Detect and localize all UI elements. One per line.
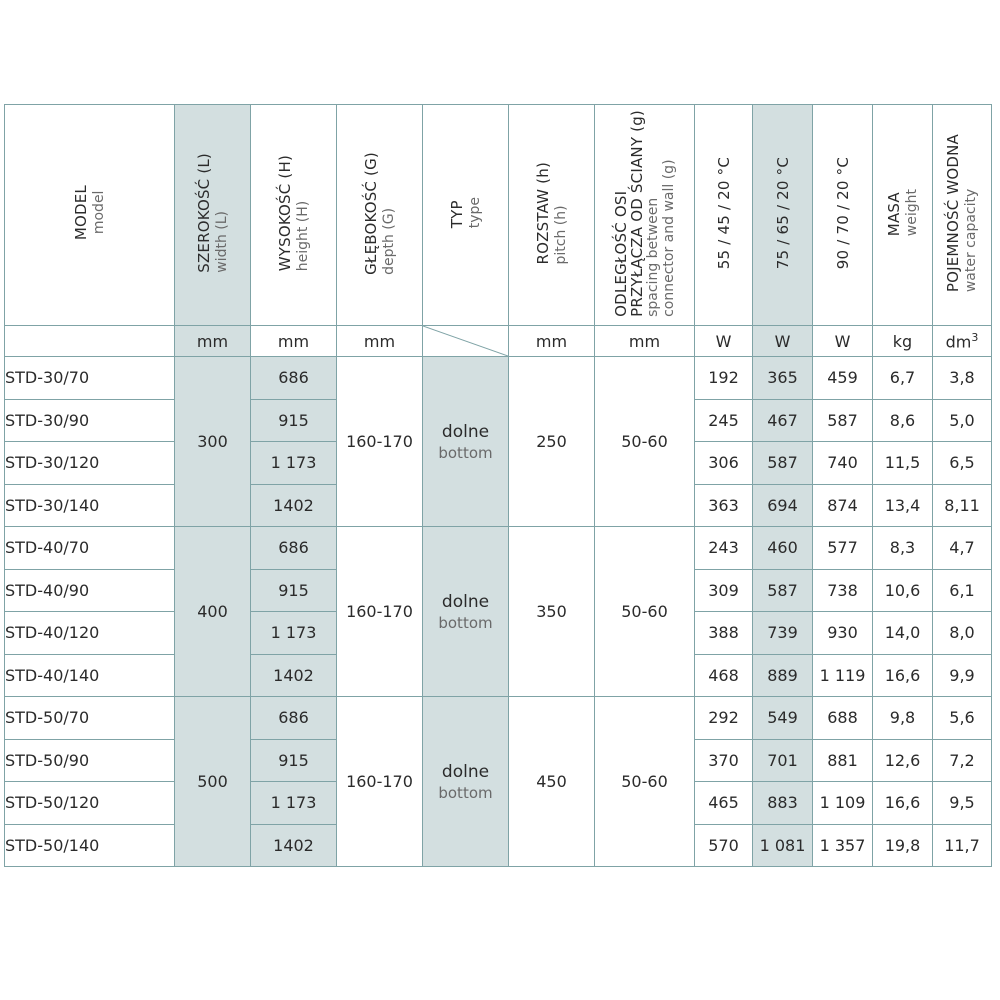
header-mass: [873, 105, 933, 326]
cell-model: STD-30/90: [5, 399, 175, 442]
cell-type: [423, 357, 509, 527]
header-spacing-en2: connector and wall (g): [660, 159, 677, 317]
cell-power-55: 309: [695, 569, 753, 612]
diagonal-line: [423, 326, 508, 356]
cell-model: STD-50/140: [5, 824, 175, 867]
cell-power-90: 459: [813, 357, 873, 400]
cell-depth: 160-170: [337, 357, 423, 527]
cell-model: STD-40/120: [5, 612, 175, 655]
header-spacing: [595, 105, 695, 326]
header-depth-pl: GŁĘBOKOŚĆ (G): [361, 151, 380, 275]
cell-mass: 16,6: [873, 654, 933, 697]
cell-power-75: 549: [753, 697, 813, 740]
header-mass-en: weight: [903, 189, 920, 237]
header-model: [5, 105, 175, 326]
cell-mass: 6,7: [873, 357, 933, 400]
unit-pitch: mm: [509, 326, 595, 357]
header-water: [933, 105, 992, 326]
cell-pitch: 350: [509, 527, 595, 697]
cell-model: STD-50/90: [5, 739, 175, 782]
cell-model: STD-40/90: [5, 569, 175, 612]
cell-model: STD-40/140: [5, 654, 175, 697]
cell-power-90: 1 109: [813, 782, 873, 825]
cell-power-90: 577: [813, 527, 873, 570]
header-pitch-pl: ROZSTAW (h): [533, 161, 552, 265]
header-height-en: height (H): [294, 200, 311, 272]
cell-height: 1 173: [251, 782, 337, 825]
cell-height: 686: [251, 527, 337, 570]
cell-depth: 160-170: [337, 527, 423, 697]
cell-mass: 11,5: [873, 442, 933, 485]
cell-power-75: 889: [753, 654, 813, 697]
cell-power-75: 460: [753, 527, 813, 570]
cell-model: STD-50/70: [5, 697, 175, 740]
cell-pitch: 450: [509, 697, 595, 867]
cell-height: 915: [251, 739, 337, 782]
cell-water: 8,11: [933, 484, 992, 527]
units-row: [5, 326, 992, 357]
cell-model: STD-30/70: [5, 357, 175, 400]
cell-power-75: 694: [753, 484, 813, 527]
cell-water: 9,9: [933, 654, 992, 697]
cell-power-55: 465: [695, 782, 753, 825]
header-spacing-pl2: PRZYŁĄCZA OD ŚCIANY (g): [627, 109, 646, 317]
cell-model: STD-30/120: [5, 442, 175, 485]
header-depth: [337, 105, 423, 326]
cell-water: 5,6: [933, 697, 992, 740]
cell-power-90: 1 119: [813, 654, 873, 697]
type-pl: dolne: [441, 591, 490, 612]
cell-height: 915: [251, 569, 337, 612]
header-type: [423, 105, 509, 326]
cell-water: 9,5: [933, 782, 992, 825]
unit-water: [933, 326, 992, 357]
cell-power-55: 363: [695, 484, 753, 527]
unit-mass: kg: [873, 326, 933, 357]
header-spacing-pl1: ODLEGŁOŚĆ OSI: [611, 190, 630, 317]
cell-mass: 19,8: [873, 824, 933, 867]
header-mass-pl: MASA: [884, 192, 903, 237]
cell-mass: 8,6: [873, 399, 933, 442]
unit-power-90: W: [813, 326, 873, 357]
cell-spacing: 50-60: [595, 527, 695, 697]
cell-power-55: 243: [695, 527, 753, 570]
header-model-en: model: [90, 191, 107, 235]
header-height: [251, 105, 337, 326]
unit-height: mm: [251, 326, 337, 357]
cell-power-90: 930: [813, 612, 873, 655]
header-width: [175, 105, 251, 326]
cell-height: 686: [251, 357, 337, 400]
cell-model: STD-40/70: [5, 527, 175, 570]
table-row: [5, 697, 992, 740]
cell-water: 6,1: [933, 569, 992, 612]
cell-power-90: 587: [813, 399, 873, 442]
header-power-55: [695, 105, 753, 326]
cell-power-75: 701: [753, 739, 813, 782]
cell-mass: 16,6: [873, 782, 933, 825]
cell-power-55: 245: [695, 399, 753, 442]
cell-water: 4,7: [933, 527, 992, 570]
cell-depth: 160-170: [337, 697, 423, 867]
cell-power-90: 738: [813, 569, 873, 612]
cell-mass: 13,4: [873, 484, 933, 527]
cell-pitch: 250: [509, 357, 595, 527]
unit-model: [5, 326, 175, 357]
header-depth-en: depth (G): [380, 207, 397, 275]
cell-power-90: 874: [813, 484, 873, 527]
cell-model: STD-30/140: [5, 484, 175, 527]
cell-power-55: 388: [695, 612, 753, 655]
cell-power-75: 587: [753, 569, 813, 612]
cell-mass: 12,6: [873, 739, 933, 782]
header-water-en: water capacity: [963, 188, 979, 293]
cell-power-75: 365: [753, 357, 813, 400]
cell-mass: 14,0: [873, 612, 933, 655]
table-row: [5, 357, 992, 400]
header-pitch: [509, 105, 595, 326]
cell-height: 1 173: [251, 612, 337, 655]
unit-power-75: W: [753, 326, 813, 357]
unit-type-diagonal: [423, 326, 509, 357]
header-power-75: [753, 105, 813, 326]
cell-power-75: 1 081: [753, 824, 813, 867]
header-row: [5, 105, 992, 326]
cell-width: 400: [175, 527, 251, 697]
header-power-75-label: 75 / 65 / 20 °C: [773, 156, 792, 270]
cell-power-75: 883: [753, 782, 813, 825]
header-spacing-en1: spacing between: [644, 197, 661, 317]
cell-power-55: 192: [695, 357, 753, 400]
type-en: bottom: [438, 783, 493, 802]
cell-power-55: 370: [695, 739, 753, 782]
cell-power-55: 468: [695, 654, 753, 697]
type-pl: dolne: [441, 421, 490, 442]
cell-power-90: 688: [813, 697, 873, 740]
cell-water: 5,0: [933, 399, 992, 442]
cell-power-75: 467: [753, 399, 813, 442]
cell-height: 1402: [251, 654, 337, 697]
unit-depth: mm: [337, 326, 423, 357]
header-pitch-en: pitch (h): [552, 205, 569, 265]
unit-power-55: W: [695, 326, 753, 357]
table-row: [5, 527, 992, 570]
cell-power-55: 306: [695, 442, 753, 485]
type-pl: dolne: [441, 761, 490, 782]
unit-width: mm: [175, 326, 251, 357]
cell-water: 6,5: [933, 442, 992, 485]
cell-width: 300: [175, 357, 251, 527]
header-type-pl: TYP: [447, 200, 466, 229]
header-width-en: width (L): [213, 211, 230, 273]
cell-power-55: 292: [695, 697, 753, 740]
cell-height: 1402: [251, 484, 337, 527]
header-power-90: [813, 105, 873, 326]
unit-water-exp: 3: [971, 330, 979, 344]
header-width-pl: SZEROKOŚĆ (L): [194, 153, 213, 273]
spec-table: [4, 104, 992, 867]
cell-height: 915: [251, 399, 337, 442]
unit-water-base: dm: [945, 332, 972, 352]
cell-type: [423, 697, 509, 867]
cell-power-75: 587: [753, 442, 813, 485]
type-en: bottom: [438, 443, 493, 462]
cell-mass: 8,3: [873, 527, 933, 570]
header-water-pl: POJEMNOŚĆ WODNA: [944, 133, 962, 293]
cell-width: 500: [175, 697, 251, 867]
unit-spacing: mm: [595, 326, 695, 357]
cell-height: 1402: [251, 824, 337, 867]
cell-water: 8,0: [933, 612, 992, 655]
cell-power-75: 739: [753, 612, 813, 655]
cell-power-90: 740: [813, 442, 873, 485]
header-power-55-label: 55 / 45 / 20 °C: [714, 156, 733, 270]
header-power-90-label: 90 / 70 / 20 °C: [833, 156, 852, 270]
cell-height: 1 173: [251, 442, 337, 485]
header-type-en: type: [466, 197, 483, 229]
cell-mass: 10,6: [873, 569, 933, 612]
header-model-pl: MODEL: [71, 185, 90, 241]
cell-type: [423, 527, 509, 697]
cell-model: STD-50/120: [5, 782, 175, 825]
cell-mass: 9,8: [873, 697, 933, 740]
cell-power-90: 881: [813, 739, 873, 782]
cell-spacing: 50-60: [595, 357, 695, 527]
type-en: bottom: [438, 613, 493, 632]
header-height-pl: WYSOKOŚĆ (H): [275, 154, 294, 272]
cell-water: 7,2: [933, 739, 992, 782]
cell-power-90: 1 357: [813, 824, 873, 867]
cell-height: 686: [251, 697, 337, 740]
cell-water: 11,7: [933, 824, 992, 867]
cell-power-55: 570: [695, 824, 753, 867]
cell-water: 3,8: [933, 357, 992, 400]
cell-spacing: 50-60: [595, 697, 695, 867]
